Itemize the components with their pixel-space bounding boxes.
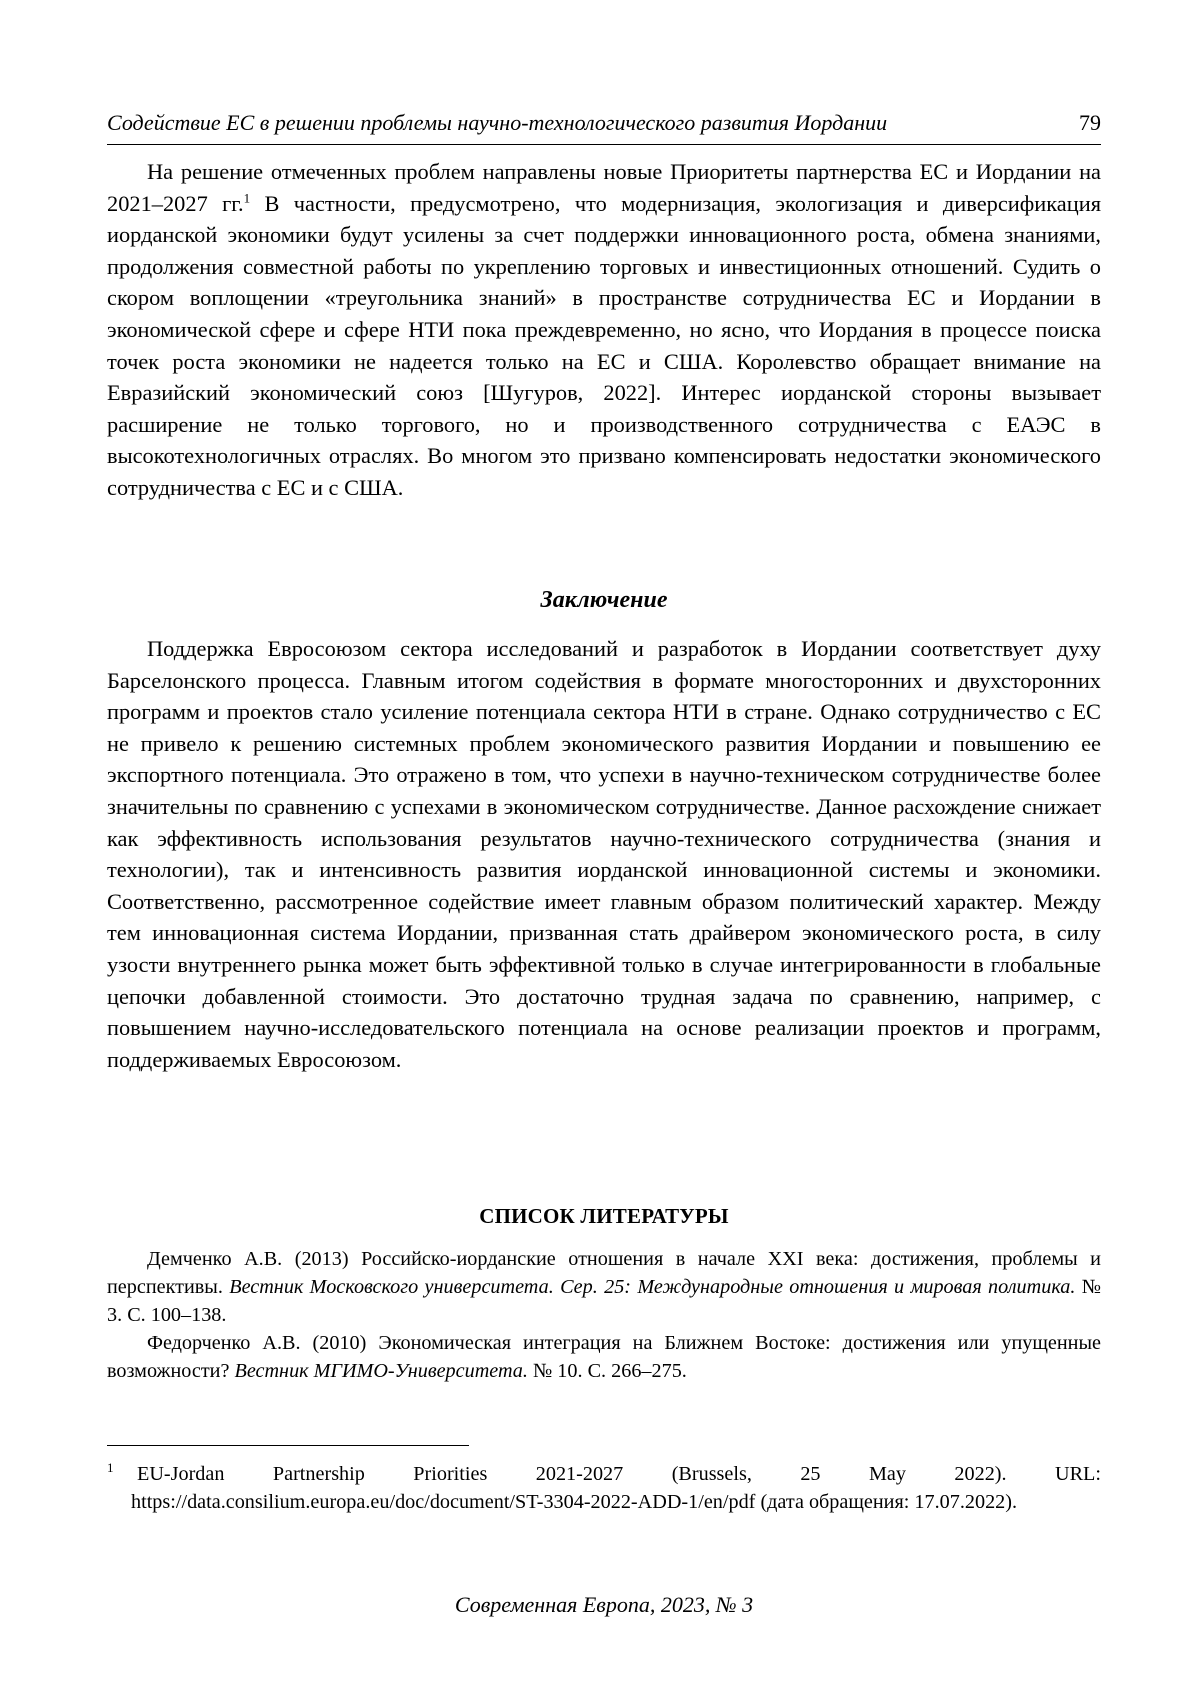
reference-item — [107, 1329, 1101, 1385]
reference-authors: Федорченко А.В. (2010) Экономическая интеграция на Ближнем Востоке: достижения или упущенные возможности? — [107, 1332, 1101, 1382]
conclusion-heading: Заключение — [540, 587, 668, 613]
footnote-text: EU-Jordan Partnership Priorities 2021-2027 (Brussels, 25 May 2022). URL: https://data.consilium.europa.eu/doc/document/ST-3304-2022-ADD-1/en/pdf (дата обращения: 17.07.2022). — [131, 1463, 1101, 1513]
running-header — [107, 108, 1101, 145]
reference-journal: Вестник Московского университета. Сер. 25: Международные отношения и мировая политика. — [229, 1276, 1076, 1298]
reference-journal: Вестник МГИМО-Университета. — [234, 1360, 528, 1382]
paragraph-1-start: На решение отмеченных проблем направлены новые Приоритеты партнерства ЕС и Иордании на 2021–2027 гг. — [107, 159, 1101, 216]
paragraph-1-rest: В частности, предусмотрено, что модернизация, экологизация и диверсификация иорданской экономики будут усилены за счет поддержки инновационного роста, обмена знаниями, продолжения совместной работы по укреплению торговых и инвестиционных отношений. Судить о скором воплощении «треугольника знаний» в пространстве сотрудничества ЕС и Иордании в экономической сфере и сфере НТИ пока преждевременно, но ясно, что Иордания в процессе поиска точек роста экономики не надеется только на ЕС и США. Королевство обращает внимание на Евразийский экономический союз [Шугуров, 2022]. Интерес иорданской стороны вызывает расширение не только торгового, но и производственного сотрудничества с ЕАЭС в высокотехнологичных отраслях. Во многом это призвано компенсировать недостатки экономического сотрудничества с ЕС и с США. — [107, 190, 1102, 500]
conclusion-section — [107, 633, 1101, 1075]
conclusion-paragraph: Поддержка Евросоюзом сектора исследований и разработок в Иордании соответствует духу Барселонского процесса. Главным итогом содействия в формате многосторонних и двухсторонних программ и проектов стало усиление потенциала сектора НТИ в стране. Однако сотрудничество с ЕС не привело к решению системных проблем экономического развития Иордании и повышению ее экспортного потенциала. Это отражено в том, что успехи в научно-техническом сотрудничестве более значительны по сравнению с успехами в экономическом сотрудничестве. Данное расхождение снижает как эффективность использования результатов научно-технического сотрудничества (знания и технологии), так и интенсивность развития иорданской инновационной системы и экономики. Соответственно, рассмотренное содействие имеет главным образом политический характер. Между тем инновационная система Иордании, призванная стать драйвером экономического роста, в силу узости внутреннего рынка может быть эффективной только в случае интегрированности в глобальные цепочки добавленной стоимости. Это достаточно трудная задача по сравнению, например, с повышением научно-исследовательского потенциала на основе реализации проектов и программ, поддерживаемых Евросоюзом. — [107, 636, 1101, 1072]
reference-pages: № 3. С. 100–138. — [107, 1276, 1101, 1326]
running-footer: Современная Европа, 2023, № 3 — [454, 1592, 754, 1617]
footnote: 1 EU-Jordan Partnership Priorities 2021-2027 (Brussels, 25 May 2022). URL: https://data.consilium.europa.eu/doc/document/ST-3304-2022-ADD-1/en/pdf (дата обращения: 17.07.2022). — [107, 1460, 1101, 1513]
paragraph-partnership-priorities — [107, 156, 1101, 504]
page-number: 79 — [1079, 110, 1101, 135]
reference-authors: Демченко А.В. (2013) Российско-иорданские отношения в начале XXI века: достижения, проблемы и перспективы. — [107, 1248, 1101, 1298]
footnote-reference: 1 — [243, 190, 251, 206]
references-list — [107, 1245, 1101, 1385]
body-section-1 — [107, 156, 1101, 504]
header-title: Содействие ЕС в решении проблемы научно-технологического развития Иордании — [107, 110, 888, 135]
references-heading: СПИСОК ЛИТЕРАТУРЫ — [479, 1204, 729, 1228]
reference-item — [107, 1245, 1101, 1329]
footnote-divider — [107, 1445, 469, 1446]
reference-pages: № 10. С. 266–275. — [527, 1360, 687, 1382]
